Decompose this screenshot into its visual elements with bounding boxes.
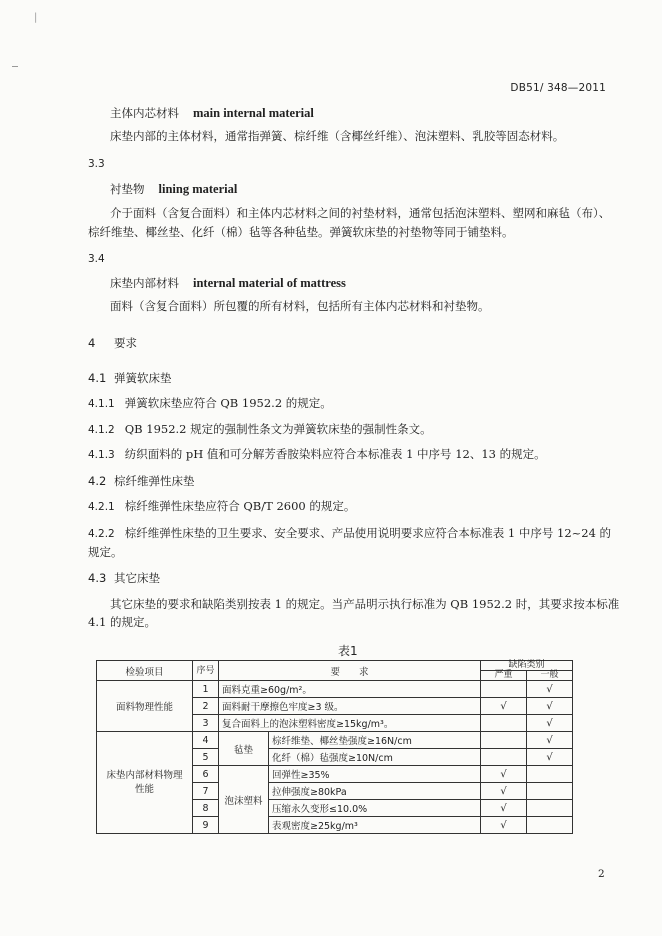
clause-number: 4.2.1 [88,501,115,513]
term-cn: 床垫内部材料 [110,276,179,290]
clause-number: 4.1.1 [88,398,115,410]
row-seq: 7 [193,783,219,800]
requirement-text: 弹簧软床垫应符合 QB 1952.2 的规定。 [124,396,332,410]
table-row [97,681,573,698]
term-definition-line: 棕纤维垫、椰丝垫、化纤（棉）毡等各种毡垫。弹簧软床垫的衬垫物等同于铺垫料。 [88,225,514,239]
row-general-mark: √ [527,715,573,732]
row-serious-mark: √ [481,783,527,800]
requirement-4-2-2 [88,523,611,545]
clause-number: 4.1.2 [88,424,115,436]
row-seq: 5 [193,749,219,766]
document-code: DB51/ 348—2011 [510,82,606,94]
row-general-mark [527,800,573,817]
requirement-text: QB 1952.2 规定的强制性条文为弹簧软床垫的强制性条文。 [124,422,432,436]
requirement-4-1-3 [88,444,546,466]
clause-number: 3.3 [88,158,105,170]
row-seq: 9 [193,817,219,834]
row-seq: 3 [193,715,219,732]
row-serious-mark [481,681,527,698]
row-requirement: 拉伸强度≥80kPa [269,783,481,800]
clause-number: 3.4 [88,253,105,265]
subsection-number: 4.2 [88,474,107,488]
row-general-mark: √ [527,681,573,698]
header-serious: 严重 [481,671,527,681]
term-internal-material-of-mattress [110,275,346,291]
table-title: 表1 [338,644,358,658]
term-en: internal material of mattress [193,276,346,290]
section-number: 4 [88,336,96,350]
requirements-table [96,660,573,834]
row-requirement: 表观密度≥25kg/m³ [269,817,481,834]
section-heading [88,335,137,351]
row-requirement: 复合面料上的泡沫塑料密度≥15kg/m³。 [219,715,481,732]
requirement-4-3-line: 其它床垫的要求和缺陷类别按表 1 的规定。当产品明示执行标准为 QB 1952.2 时，其要求按本标准 [110,597,620,611]
requirement-4-1-2 [88,419,432,441]
group-felt: 毡垫 [219,732,269,766]
scan-mark: | [34,12,38,23]
header-seq: 序号 [193,661,219,681]
header-requirement: 要 求 [219,661,481,681]
row-serious-mark [481,732,527,749]
requirement-text-continued: 规定。 [88,545,123,559]
subsection-title: 弹簧软床垫 [114,371,172,385]
requirement-4-2-1 [88,496,355,518]
row-general-mark: √ [527,732,573,749]
term-lining-material [110,181,237,197]
term-main-internal-material [110,105,314,121]
header-item: 检验项目 [97,661,193,681]
scan-mark-line [12,66,18,67]
group-foam: 泡沫塑料 [219,766,269,834]
row-general-mark [527,817,573,834]
subsection-heading [88,370,172,386]
row-general-mark: √ [527,698,573,715]
row-requirement: 面料克重≥60g/m²。 [219,681,481,698]
subsection-title: 其它床垫 [114,571,160,585]
requirement-text: 纺织面料的 pH 值和可分解芳香胺染料应符合本标准表 1 中序号 12、13 的规定。 [124,447,546,461]
row-general-mark [527,766,573,783]
row-serious-mark: √ [481,766,527,783]
header-defect-category: 缺陷类别 [481,661,573,671]
row-serious-mark: √ [481,800,527,817]
group-label: 床垫内部材料物理性能 [106,769,183,795]
term-en: lining material [158,182,238,196]
subsection-heading [88,473,195,489]
term-en: main internal material [193,106,314,120]
table-row [97,732,573,749]
row-seq: 1 [193,681,219,698]
subsection-number: 4.3 [88,571,107,585]
row-requirement: 化纤（棉）毡强度≥10N/cm [269,749,481,766]
group-internal-material [97,732,193,834]
row-seq: 6 [193,766,219,783]
requirement-text: 棕纤维弹性床垫的卫生要求、安全要求、产品使用说明要求应符合本标准表 1 中序号 12~24 的 [124,526,612,540]
term-definition-line: 介于面料（含复合面料）和主体内芯材料之间的衬垫材料，通常包括泡沫塑料、塑网和麻毡（布）、 [110,206,611,220]
subsection-heading [88,570,160,586]
group-fabric: 面料物理性能 [97,681,193,732]
row-requirement: 回弹性≥35% [269,766,481,783]
term-definition: 面料（含复合面料）所包覆的所有材料，包括所有主体内芯材料和衬垫物。 [110,299,490,313]
row-seq: 4 [193,732,219,749]
row-serious-mark: √ [481,817,527,834]
subsection-title: 棕纤维弹性床垫 [114,474,195,488]
row-serious-mark [481,749,527,766]
term-cn: 主体内芯材料 [110,106,179,120]
clause-number: 4.2.2 [88,528,115,540]
term-cn: 衬垫物 [110,182,145,196]
page-number: 2 [598,868,605,880]
header-general: 一般 [527,671,573,681]
term-definition: 床垫内部的主体材料，通常指弹簧、棕纤维（含椰丝纤维）、泡沫塑料、乳胶等固态材料。 [110,129,565,143]
row-seq: 8 [193,800,219,817]
section-title: 要求 [114,336,137,350]
row-general-mark: √ [527,749,573,766]
row-seq: 2 [193,698,219,715]
requirement-text: 棕纤维弹性床垫应符合 QB/T 2600 的规定。 [124,499,356,513]
row-requirement: 棕纤维垫、椰丝垫强度≥16N/cm [269,732,481,749]
requirement-4-1-1 [88,393,332,415]
requirement-4-3-line: 4.1 的规定。 [88,615,156,629]
row-serious-mark: √ [481,698,527,715]
row-serious-mark [481,715,527,732]
clause-number: 4.1.3 [88,449,115,461]
row-requirement: 面料耐干摩擦色牢度≥3 级。 [219,698,481,715]
row-requirement: 压缩永久变形≤10.0% [269,800,481,817]
row-general-mark [527,783,573,800]
subsection-number: 4.1 [88,371,107,385]
